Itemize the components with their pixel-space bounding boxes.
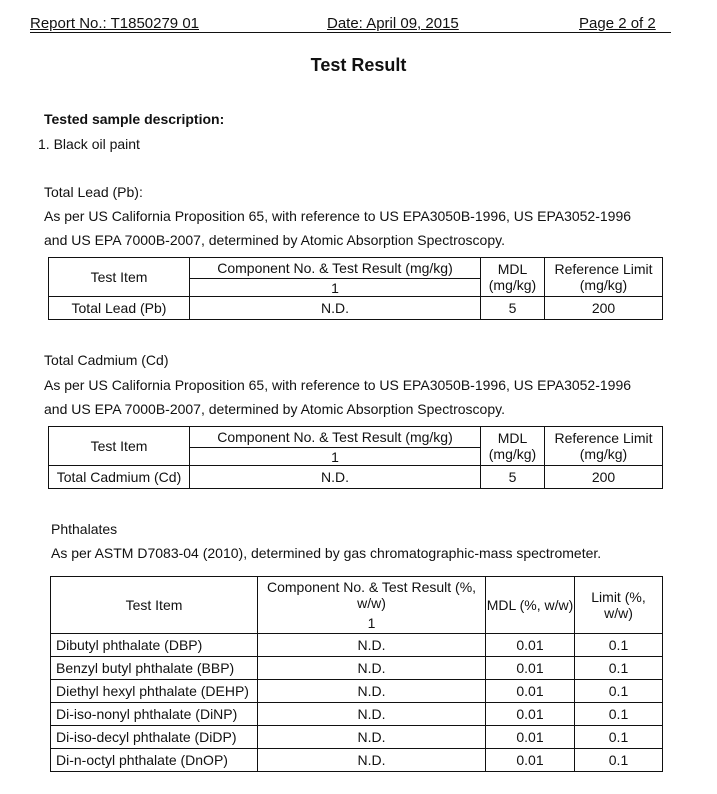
- cadmium-row-item: Total Cadmium (Cd): [49, 466, 190, 489]
- phthalates-col-limit: Limit (%, w/w): [575, 577, 663, 634]
- lead-col-component: Component No. & Test Result (mg/kg): [190, 258, 481, 279]
- cadmium-col-component-no: 1: [190, 448, 481, 466]
- table-row: [51, 749, 663, 772]
- lead-col-item: Test Item: [49, 258, 190, 297]
- cadmium-method-line2: and US EPA 7000B-2007, determined by Atomic Absorption Spectroscopy.: [44, 401, 505, 417]
- phthalate-row-limit: 0.1: [575, 749, 663, 772]
- cadmium-col-component: Component No. & Test Result (mg/kg): [190, 427, 481, 448]
- phthalate-row-limit: 0.1: [575, 657, 663, 680]
- phthalate-row-result: N.D.: [258, 749, 486, 772]
- lead-table: [48, 257, 663, 320]
- header-divider: [30, 32, 671, 33]
- report-date: Date: April 09, 2015: [327, 15, 459, 32]
- phthalate-row-result: N.D.: [258, 634, 486, 657]
- phthalate-row-item: Di-iso-decyl phthalate (DiDP): [51, 726, 258, 749]
- page-title: Test Result: [310, 55, 407, 75]
- cadmium-method-line1: As per US California Proposition 65, with reference to US EPA3050B-1996, US EPA3052-1996: [44, 377, 632, 393]
- lead-col-mdl: MDL (mg/kg): [481, 258, 545, 297]
- lead-row-mdl: 5: [481, 297, 545, 320]
- phthalate-row-limit: 0.1: [575, 703, 663, 726]
- table-row: [49, 466, 663, 489]
- phthalates-col-item: Test Item: [51, 577, 258, 634]
- cadmium-col-item: Test Item: [49, 427, 190, 466]
- cadmium-row-limit: 200: [545, 466, 663, 489]
- phthalates-col-component: Component No. & Test Result (%, w/w): [258, 577, 486, 614]
- report-number: Report No.: T1850279 01: [30, 15, 200, 32]
- table-row: [51, 657, 663, 680]
- phthalate-row-result: N.D.: [258, 726, 486, 749]
- phthalates-method: As per ASTM D7083-04 (2010), determined by gas chromatographic-mass spectrometer.: [51, 545, 602, 561]
- phthalate-row-result: N.D.: [258, 680, 486, 703]
- phthalate-row-item: Di-iso-nonyl phthalate (DiNP): [51, 703, 258, 726]
- phthalate-row-result: N.D.: [258, 703, 486, 726]
- cadmium-col-limit: Reference Limit (mg/kg): [545, 427, 663, 466]
- phthalates-col-component-no: 1: [258, 614, 486, 634]
- lead-row-result: N.D.: [190, 297, 481, 320]
- phthalate-row-mdl: 0.01: [486, 703, 575, 726]
- lead-heading: Total Lead (Pb):: [44, 184, 143, 200]
- sample-item: 1. Black oil paint: [38, 136, 140, 152]
- table-row: [49, 297, 663, 320]
- cadmium-table: [48, 426, 663, 489]
- page-number: Page 2 of 2: [579, 15, 656, 32]
- table-row: [51, 726, 663, 749]
- sample-heading: Tested sample description:: [44, 111, 225, 127]
- phthalate-row-limit: 0.1: [575, 680, 663, 703]
- phthalate-row-mdl: 0.01: [486, 680, 575, 703]
- lead-col-limit: Reference Limit (mg/kg): [545, 258, 663, 297]
- phthalates-table: [50, 576, 663, 772]
- table-row: [51, 703, 663, 726]
- phthalate-row-mdl: 0.01: [486, 749, 575, 772]
- phthalate-row-item: Di-n-octyl phthalate (DnOP): [51, 749, 258, 772]
- lead-row-limit: 200: [545, 297, 663, 320]
- phthalate-row-item: Benzyl butyl phthalate (BBP): [51, 657, 258, 680]
- lead-col-component-no: 1: [190, 279, 481, 297]
- lead-method-line1: As per US California Proposition 65, with reference to US EPA3050B-1996, US EPA3052-1996: [44, 208, 632, 224]
- lead-row-item: Total Lead (Pb): [49, 297, 190, 320]
- table-row: [51, 680, 663, 703]
- phthalate-row-limit: 0.1: [575, 634, 663, 657]
- phthalate-row-item: Dibutyl phthalate (DBP): [51, 634, 258, 657]
- cadmium-row-mdl: 5: [481, 466, 545, 489]
- cadmium-row-result: N.D.: [190, 466, 481, 489]
- phthalate-row-item: Diethyl hexyl phthalate (DEHP): [51, 680, 258, 703]
- phthalate-row-mdl: 0.01: [486, 657, 575, 680]
- phthalate-row-result: N.D.: [258, 657, 486, 680]
- table-row: [51, 634, 663, 657]
- phthalates-heading: Phthalates: [51, 521, 118, 537]
- phthalates-col-mdl: MDL (%, w/w): [486, 577, 575, 634]
- lead-method-line2: and US EPA 7000B-2007, determined by Atomic Absorption Spectroscopy.: [44, 232, 505, 248]
- phthalate-row-limit: 0.1: [575, 726, 663, 749]
- phthalate-row-mdl: 0.01: [486, 634, 575, 657]
- cadmium-heading: Total Cadmium (Cd): [44, 352, 169, 368]
- cadmium-col-mdl: MDL (mg/kg): [481, 427, 545, 466]
- phthalate-row-mdl: 0.01: [486, 726, 575, 749]
